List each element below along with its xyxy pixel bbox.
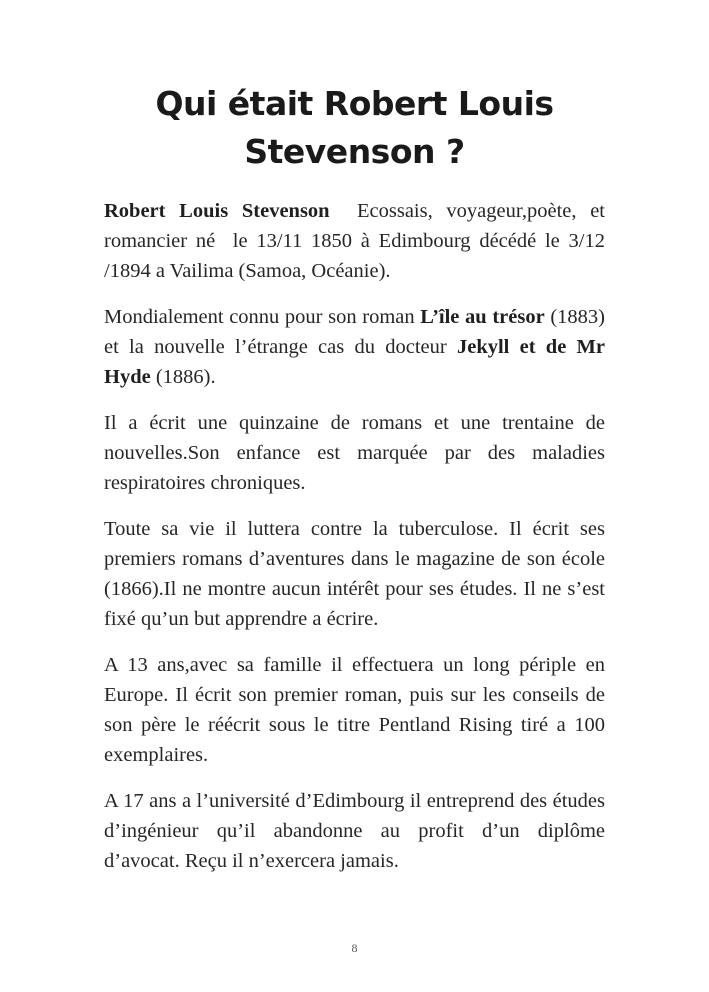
paragraph-famous-works bbox=[104, 302, 605, 392]
paragraph-intro bbox=[104, 196, 611, 286]
body-text bbox=[104, 196, 611, 892]
bold-name: Robert Louis Stevenson bbox=[104, 200, 330, 222]
paragraph-childhood: Il a écrit une quinzaine de romans et une trentaine de nouvelles.Son enfance est marquée par des maladies respiratoires chroniques. bbox=[104, 412, 605, 494]
paragraph-text: (1886). bbox=[150, 366, 216, 388]
page-number: 8 bbox=[351, 941, 358, 955]
paragraph-text: (1883) et la nouvelle l’étrange cas du docteur bbox=[104, 306, 605, 358]
paragraph-tuberculosis: Toute sa vie il luttera contre la tuberculose. Il écrit ses premiers romans d’aventures dans le magazine de son école (1866).Il ne montre aucun intérêt pour ses études. Il ne s’est fixé qu’un but apprendre a écrire. bbox=[104, 518, 605, 630]
paragraph-europe-journey: A 13 ans,avec sa famille il effectuera un long périple en Europe. Il écrit son premier roman, puis sur les conseils de son père le réécrit sous le titre Pentland Rising tiré a 100 exemplaires. bbox=[104, 654, 605, 766]
paragraph-text: Ecossais, voyageur,poète, et romancier né le 13/11 1850 à Edimbourg décédé le 3/12 /1894 a Vailima (Samoa, Océanie). bbox=[104, 200, 611, 282]
title-line-1: Qui était Robert Louis bbox=[155, 84, 554, 123]
paragraph-text: Mondialement connu pour son roman bbox=[104, 306, 421, 328]
bold-title-jekyll-hyde: Jekyll et de Mr Hyde bbox=[104, 336, 606, 388]
title-line-2: Stevenson ? bbox=[244, 132, 465, 171]
paragraph-university: A 17 ans a l’université d’Edimbourg il entreprend des études d’ingénieur qu’il abandonne au profit d’un diplôme d’avocat. Reçu il n’exercera jamais. bbox=[104, 790, 605, 872]
page-title bbox=[104, 80, 605, 176]
bold-title-treasure-island: L’île au trésor bbox=[420, 306, 545, 328]
